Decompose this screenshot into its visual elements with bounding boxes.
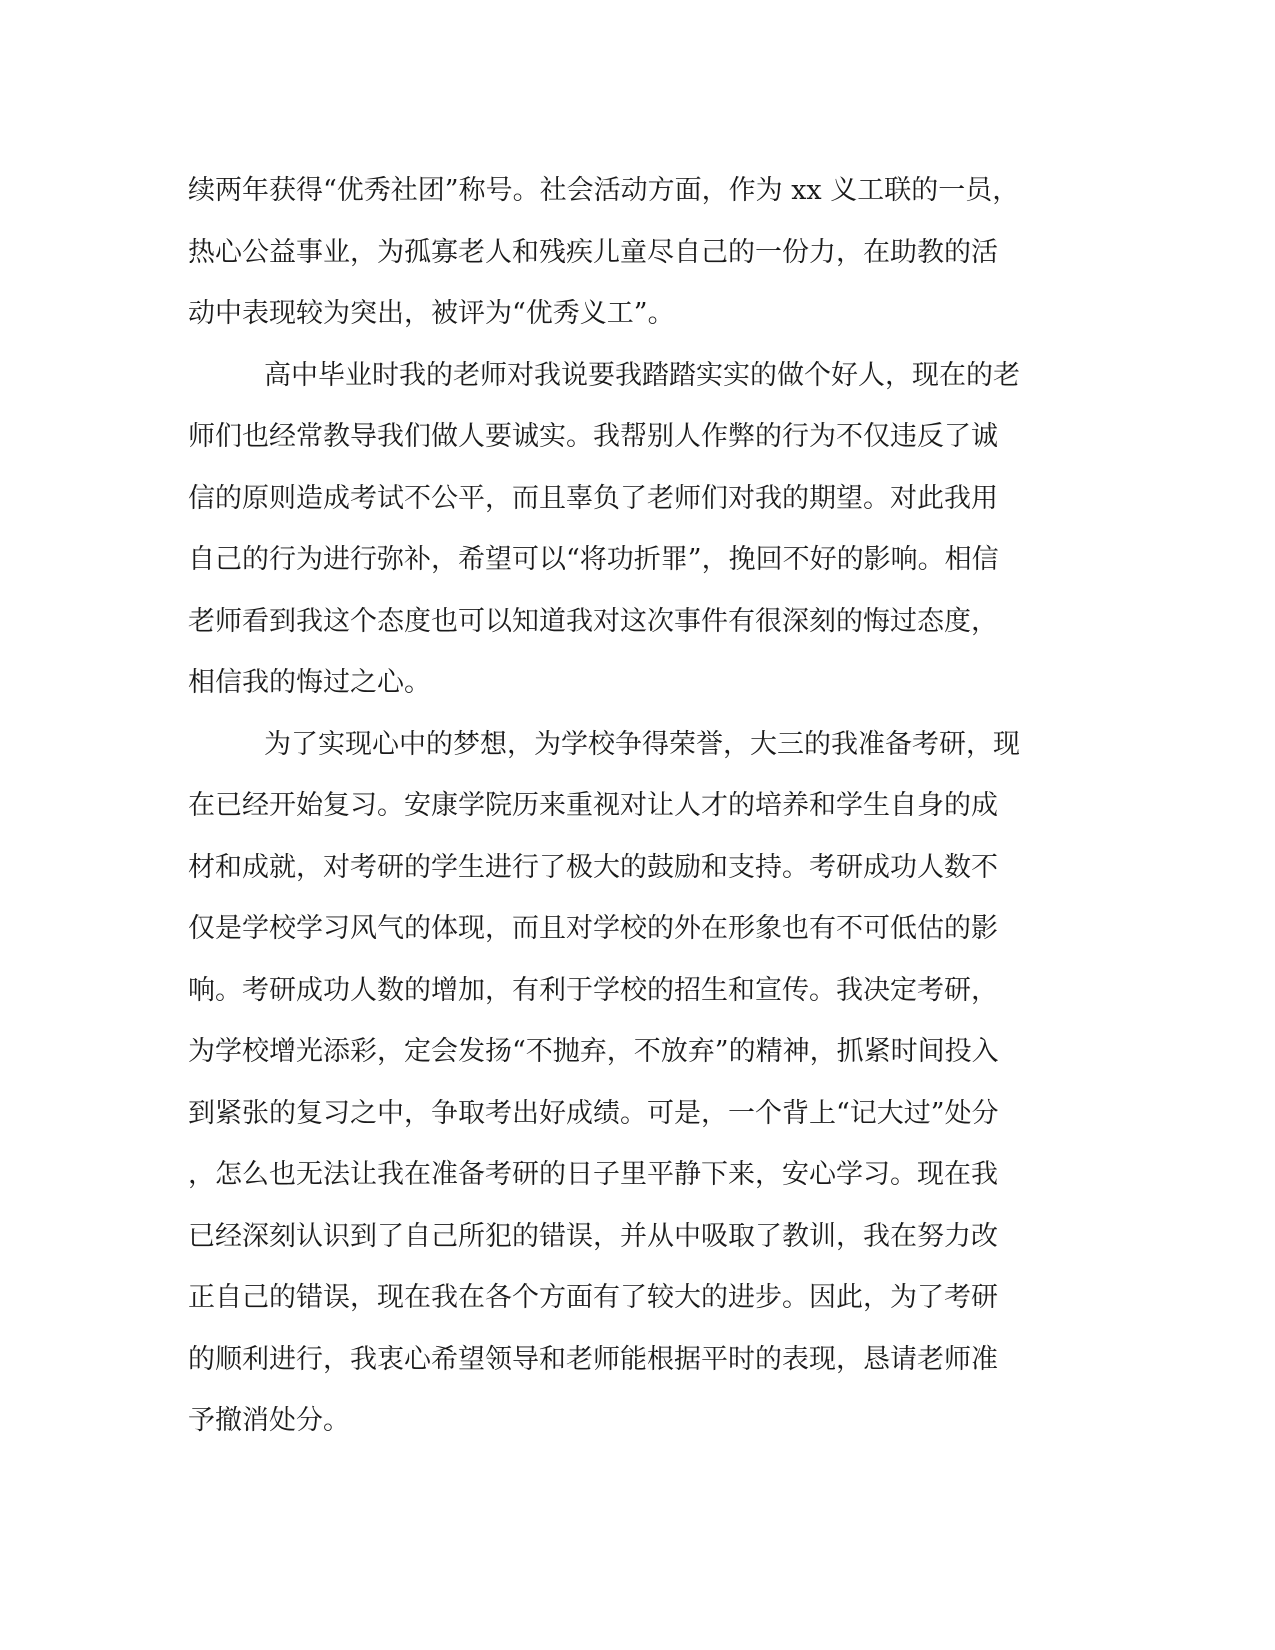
text-line: 师们也经常教导我们做人要诚实。我帮别人作弊的行为不仅违反了诚 [188,421,998,452]
text-line: 响。考研成功人数的增加，有利于学校的招生和宣传。我决定考研， [188,974,998,1006]
text-line: 材和成就，对考研的学生进行了极大的鼓励和支持。考研成功人数不 [188,851,998,883]
text-line: 信的原则造成考试不公平，而且辜负了老师们对我的期望。对此我用 [188,482,998,514]
text-line: 为学校增光添彩，定会发扬“不抛弃，不放弃”的精神，抓紧时间投入 [188,1036,999,1067]
text-line: ，怎么也无法让我在准备考研的日子里平静下来，安心学习。现在我 [188,1159,998,1190]
text-line: 老师看到我这个态度也可以知道我对这次事件有很深刻的悔过态度， [188,605,998,637]
paragraph-start-line: 为了实现心中的梦想，为学校争得荣誉，大三的我准备考研，现 [264,728,1020,760]
text-line: 正自己的错误，现在我在各个方面有了较大的进步。因此，为了考研 [188,1282,998,1313]
paragraph-start-line: 高中毕业时我的老师对我说要我踏踏实实的做个好人，现在的老 [264,359,1020,391]
text-line: 热心公益事业，为孤寡老人和残疾儿童尽自己的一份力，在助教的活 [188,236,998,268]
text-line: 仅是学校学习风气的体现，而且对学校的外在形象也有不可低估的影 [188,913,998,944]
text-line: 相信我的悔过之心。 [188,667,431,698]
text-line: 自己的行为进行弥补，希望可以“将功折罪”，挽回不好的影响。相信 [188,544,999,575]
text-line: 动中表现较为突出，被评为“优秀义工”。 [188,298,675,329]
body-text [188,160,1068,1452]
text-line: 已经深刻认识到了自己所犯的错误，并从中吸取了教训，我在努力改 [188,1220,998,1252]
text-line: 到紧张的复习之中，争取考出好成绩。可是，一个背上“记大过”处分 [188,1097,999,1129]
text-line: 的顺利进行，我衷心希望领导和老师能根据平时的表现，恳请老师准 [188,1343,998,1375]
text-line: 予撤消处分。 [188,1405,350,1436]
text-line: 在已经开始复习。安康学院历来重视对让人才的培养和学生自身的成 [188,790,998,821]
text-line: 续两年获得“优秀社团”称号。社会活动方面，作为 xx 义工联的一员， [188,175,1020,206]
